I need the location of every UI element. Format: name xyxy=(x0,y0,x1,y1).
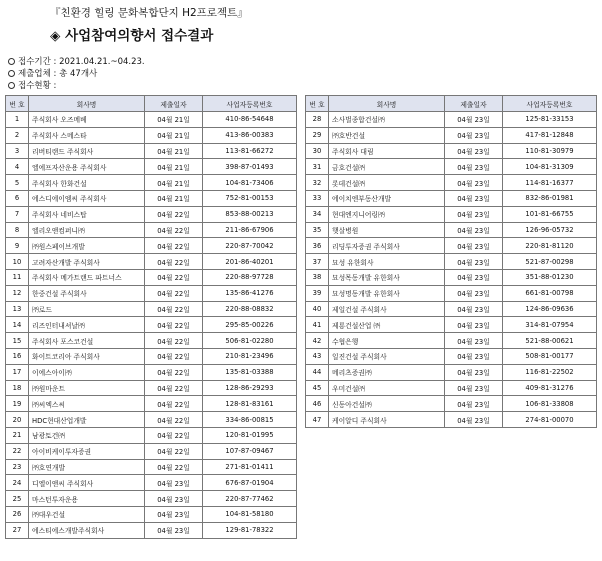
col-header-no: 번 호 xyxy=(6,96,29,112)
business-reg-number: 661-81-00798 xyxy=(503,285,597,301)
submit-date: 04월 23일 xyxy=(445,364,503,380)
page-title-text: 사업참여의향서 접수결과 xyxy=(65,28,214,44)
table-row xyxy=(6,222,297,238)
business-reg-number: 413-86-00383 xyxy=(203,127,297,143)
business-reg-number: 120-81-01995 xyxy=(203,427,297,443)
row-number: 27 xyxy=(6,522,29,538)
company-name: 묘성 유한회사 xyxy=(329,254,445,270)
row-number: 11 xyxy=(6,269,29,285)
company-name: 금호건설㈜ xyxy=(329,159,445,175)
company-name: ㈜씨엑스씨 xyxy=(29,396,145,412)
table-row xyxy=(306,238,597,254)
company-name: ㈜원마운트 xyxy=(29,380,145,396)
company-name: HDC현대산업개발 xyxy=(29,412,145,428)
table-row xyxy=(306,348,597,364)
business-reg-number: 752-81-00153 xyxy=(203,190,297,206)
submit-date: 04월 22일 xyxy=(145,443,203,459)
submit-date: 04월 23일 xyxy=(445,396,503,412)
row-number: 36 xyxy=(306,238,329,254)
company-name: 에스티에스개발주식회사 xyxy=(29,522,145,538)
table-header-row xyxy=(6,96,297,112)
row-number: 23 xyxy=(6,459,29,475)
business-reg-number: 220-88-08832 xyxy=(203,301,297,317)
company-name: 현대엔지니어링㈜ xyxy=(329,206,445,222)
submit-date: 04월 23일 xyxy=(445,301,503,317)
row-number: 13 xyxy=(6,301,29,317)
submit-date: 04월 23일 xyxy=(145,475,203,491)
company-name: 케이알디 주식회사 xyxy=(329,412,445,428)
business-reg-number: 271-81-01411 xyxy=(203,459,297,475)
submit-date: 04월 21일 xyxy=(145,190,203,206)
table-row xyxy=(306,143,597,159)
business-reg-number: 853-88-00213 xyxy=(203,206,297,222)
submit-date: 04월 22일 xyxy=(145,427,203,443)
row-number: 22 xyxy=(6,443,29,459)
page-title xyxy=(50,24,213,44)
business-reg-number: 351-88-01230 xyxy=(503,269,597,285)
submit-date: 04월 22일 xyxy=(145,301,203,317)
submit-date: 04월 23일 xyxy=(445,269,503,285)
table-row xyxy=(6,112,297,128)
table-row xyxy=(6,269,297,285)
company-name: 남광토건㈜ xyxy=(29,427,145,443)
business-reg-number: 314-81-07954 xyxy=(503,317,597,333)
company-name: 메리츠증권㈜ xyxy=(329,364,445,380)
business-reg-number: 521-88-00621 xyxy=(503,333,597,349)
circle-bullet-icon xyxy=(8,70,15,77)
col-header-date: 제출일자 xyxy=(145,96,203,112)
table-row xyxy=(306,333,597,349)
table-row xyxy=(6,491,297,507)
submit-date: 04월 23일 xyxy=(145,506,203,522)
col-header-date: 제출일자 xyxy=(445,96,503,112)
business-reg-number: 417-81-12848 xyxy=(503,127,597,143)
table-row xyxy=(306,175,597,191)
submit-date: 04월 23일 xyxy=(445,112,503,128)
row-number: 8 xyxy=(6,222,29,238)
table-row xyxy=(6,127,297,143)
business-reg-number: 107-87-09467 xyxy=(203,443,297,459)
company-name: 일진건설 주식회사 xyxy=(329,348,445,364)
company-name: 주식회사 네비스탑 xyxy=(29,206,145,222)
col-header-regno: 사업자등록번호 xyxy=(503,96,597,112)
row-number: 24 xyxy=(6,475,29,491)
company-name: 이에스아이㈜ xyxy=(29,364,145,380)
row-number: 26 xyxy=(6,506,29,522)
business-reg-number: 410-86-54648 xyxy=(203,112,297,128)
row-number: 20 xyxy=(6,412,29,428)
row-number: 21 xyxy=(6,427,29,443)
company-name: 한중건설 주식회사 xyxy=(29,285,145,301)
submit-date: 04월 23일 xyxy=(445,348,503,364)
submit-date: 04월 22일 xyxy=(145,254,203,270)
company-name: 제일건설 주식회사 xyxy=(329,301,445,317)
business-reg-number: 398-87-01493 xyxy=(203,159,297,175)
submit-date: 04월 23일 xyxy=(445,190,503,206)
business-reg-number: 220-88-97728 xyxy=(203,269,297,285)
table-row xyxy=(306,412,597,428)
submit-date: 04월 23일 xyxy=(445,238,503,254)
row-number: 1 xyxy=(6,112,29,128)
submit-date: 04월 23일 xyxy=(445,206,503,222)
table-header-row xyxy=(306,96,597,112)
company-name: 리즈인터내셔날㈜ xyxy=(29,317,145,333)
table-row xyxy=(306,301,597,317)
submit-date: 04월 22일 xyxy=(145,412,203,428)
table-row xyxy=(6,380,297,396)
company-name: 소사벌종합건설㈜ xyxy=(329,112,445,128)
submit-date: 04월 22일 xyxy=(145,206,203,222)
company-name: 고려자산개발 주식회사 xyxy=(29,254,145,270)
company-name: 주식회사 메가트랜드 파트너스 xyxy=(29,269,145,285)
submit-date: 04월 23일 xyxy=(145,522,203,538)
business-reg-number: 104-81-31309 xyxy=(503,159,597,175)
row-number: 45 xyxy=(306,380,329,396)
business-reg-number: 124-86-09636 xyxy=(503,301,597,317)
company-name: 디엘이앤씨 주식회사 xyxy=(29,475,145,491)
company-name: 주식회사 스메스타 xyxy=(29,127,145,143)
submit-date: 04월 21일 xyxy=(145,112,203,128)
row-number: 38 xyxy=(306,269,329,285)
business-reg-number: 220-87-77462 xyxy=(203,491,297,507)
company-name: 주식회사 대림 xyxy=(329,143,445,159)
row-number: 6 xyxy=(6,190,29,206)
table-row xyxy=(6,190,297,206)
table-row xyxy=(6,475,297,491)
business-reg-number: 676-87-01904 xyxy=(203,475,297,491)
row-number: 2 xyxy=(6,127,29,143)
business-reg-number: 128-86-29293 xyxy=(203,380,297,396)
submit-date: 04월 22일 xyxy=(145,364,203,380)
table-row xyxy=(6,333,297,349)
row-number: 33 xyxy=(306,190,329,206)
business-reg-number: 135-81-03388 xyxy=(203,364,297,380)
row-number: 3 xyxy=(6,143,29,159)
table-row xyxy=(6,317,297,333)
count-text: 제출업체 : 총 47개사 xyxy=(18,69,98,79)
submit-date: 04월 23일 xyxy=(445,380,503,396)
row-number: 40 xyxy=(306,301,329,317)
submit-date: 04월 22일 xyxy=(145,396,203,412)
submit-date: 04월 22일 xyxy=(145,348,203,364)
table-row xyxy=(306,269,597,285)
row-number: 35 xyxy=(306,222,329,238)
table-row xyxy=(6,143,297,159)
company-name: ㈜로드 xyxy=(29,301,145,317)
table-row xyxy=(6,412,297,428)
submit-date: 04월 23일 xyxy=(445,222,503,238)
table-row xyxy=(6,443,297,459)
table-row xyxy=(306,396,597,412)
company-name: 우미건설㈜ xyxy=(329,380,445,396)
business-reg-number: 129-81-78322 xyxy=(203,522,297,538)
submit-date: 04월 22일 xyxy=(145,285,203,301)
business-reg-number: 521-87-00298 xyxy=(503,254,597,270)
submit-date: 04월 21일 xyxy=(145,159,203,175)
table-row xyxy=(306,285,597,301)
table-row xyxy=(6,285,297,301)
row-number: 32 xyxy=(306,175,329,191)
submit-date: 04월 23일 xyxy=(445,143,503,159)
row-number: 28 xyxy=(306,112,329,128)
row-number: 4 xyxy=(6,159,29,175)
company-name: 엘에프자산운용 주식회사 xyxy=(29,159,145,175)
company-name: 에스디에이엠씨 주식회사 xyxy=(29,190,145,206)
period-text: 접수기간 : 2021.04.21.~04.23. xyxy=(18,57,145,67)
company-name: 에이치엔부동산개발 xyxy=(329,190,445,206)
project-name: 『친환경 힐링 문화복합단지 H2프로젝트』 xyxy=(50,7,248,19)
business-reg-number: 295-85-00226 xyxy=(203,317,297,333)
submit-date: 04월 22일 xyxy=(145,222,203,238)
table-row xyxy=(6,348,297,364)
business-reg-number: 409-81-31276 xyxy=(503,380,597,396)
submit-date: 04월 23일 xyxy=(445,175,503,191)
table-row xyxy=(6,206,297,222)
business-reg-number: 274-81-00070 xyxy=(503,412,597,428)
business-reg-number: 116-81-22502 xyxy=(503,364,597,380)
row-number: 5 xyxy=(6,175,29,191)
submit-date: 04월 22일 xyxy=(145,269,203,285)
submit-date: 04월 23일 xyxy=(445,254,503,270)
diamond-bullet-icon: ◈ xyxy=(50,28,61,44)
company-name: 아이비케이투자증권 xyxy=(29,443,145,459)
submissions-table-left xyxy=(5,95,297,539)
company-name: 햇살병원 xyxy=(329,222,445,238)
business-reg-number: 211-86-67906 xyxy=(203,222,297,238)
business-reg-number: 334-86-00815 xyxy=(203,412,297,428)
company-name: 롯데건설㈜ xyxy=(329,175,445,191)
business-reg-number: 220-87-70042 xyxy=(203,238,297,254)
table-row xyxy=(306,317,597,333)
business-reg-number: 506-81-02280 xyxy=(203,333,297,349)
col-header-regno: 사업자등록번호 xyxy=(203,96,297,112)
table-row xyxy=(6,238,297,254)
business-reg-number: 110-81-30979 xyxy=(503,143,597,159)
row-number: 16 xyxy=(6,348,29,364)
row-number: 47 xyxy=(306,412,329,428)
submit-date: 04월 23일 xyxy=(445,159,503,175)
submit-date: 04월 21일 xyxy=(145,127,203,143)
business-reg-number: 106-81-33808 xyxy=(503,396,597,412)
table-row xyxy=(6,159,297,175)
submit-date: 04월 22일 xyxy=(145,459,203,475)
company-name: 묘성명동개발 유한회사 xyxy=(329,285,445,301)
business-reg-number: 113-81-66272 xyxy=(203,143,297,159)
submit-date: 04월 22일 xyxy=(145,317,203,333)
company-name: ㈜호연개발 xyxy=(29,459,145,475)
row-number: 18 xyxy=(6,380,29,396)
business-reg-number: 210-81-23496 xyxy=(203,348,297,364)
submit-date: 04월 23일 xyxy=(445,285,503,301)
business-reg-number: 104-81-58180 xyxy=(203,506,297,522)
row-number: 34 xyxy=(306,206,329,222)
table-row xyxy=(306,206,597,222)
company-name: 주식회사 오즈메베 xyxy=(29,112,145,128)
company-name: 묘성목동개발 유한회사 xyxy=(329,269,445,285)
submit-date: 04월 23일 xyxy=(445,412,503,428)
table-row xyxy=(6,301,297,317)
submit-date: 04월 22일 xyxy=(145,238,203,254)
business-reg-number: 135-86-41276 xyxy=(203,285,297,301)
submit-date: 04월 23일 xyxy=(145,491,203,507)
company-name: 신동아건설㈜ xyxy=(329,396,445,412)
info-period xyxy=(8,55,145,67)
table-row xyxy=(306,380,597,396)
row-number: 25 xyxy=(6,491,29,507)
row-number: 37 xyxy=(306,254,329,270)
row-number: 46 xyxy=(306,396,329,412)
row-number: 30 xyxy=(306,143,329,159)
table-row xyxy=(306,222,597,238)
row-number: 15 xyxy=(6,333,29,349)
table-row xyxy=(6,459,297,475)
company-name: 제룡건설산업 ㈜ xyxy=(329,317,445,333)
row-number: 19 xyxy=(6,396,29,412)
row-number: 12 xyxy=(6,285,29,301)
company-name: 리버티랜드 주식회사 xyxy=(29,143,145,159)
company-name: 수협은행 xyxy=(329,333,445,349)
col-header-company: 회사명 xyxy=(29,96,145,112)
row-number: 17 xyxy=(6,364,29,380)
info-count xyxy=(8,67,97,79)
circle-bullet-icon xyxy=(8,82,15,89)
business-reg-number: 832-86-01981 xyxy=(503,190,597,206)
business-reg-number: 508-81-00177 xyxy=(503,348,597,364)
table-row xyxy=(6,522,297,538)
table-row xyxy=(306,364,597,380)
company-name: ㈜호반건설 xyxy=(329,127,445,143)
row-number: 29 xyxy=(306,127,329,143)
info-status xyxy=(8,79,56,91)
row-number: 43 xyxy=(306,348,329,364)
circle-bullet-icon xyxy=(8,58,15,65)
row-number: 41 xyxy=(306,317,329,333)
company-name: 엘리오앤컴퍼니㈜ xyxy=(29,222,145,238)
table-row xyxy=(306,112,597,128)
company-name: 주식회사 포스코건설 xyxy=(29,333,145,349)
submit-date: 04월 22일 xyxy=(145,380,203,396)
submit-date: 04월 23일 xyxy=(445,317,503,333)
business-reg-number: 125-81-33153 xyxy=(503,112,597,128)
submit-date: 04월 23일 xyxy=(445,127,503,143)
col-header-company: 회사명 xyxy=(329,96,445,112)
company-name: 주식회사 한화건설 xyxy=(29,175,145,191)
company-name: ㈜원스페이브개발 xyxy=(29,238,145,254)
row-number: 44 xyxy=(306,364,329,380)
business-reg-number: 201-86-40201 xyxy=(203,254,297,270)
company-name: 마스턴투자운용 xyxy=(29,491,145,507)
row-number: 7 xyxy=(6,206,29,222)
row-number: 31 xyxy=(306,159,329,175)
table-row xyxy=(306,159,597,175)
table-row xyxy=(306,254,597,270)
submit-date: 04월 21일 xyxy=(145,143,203,159)
table-row xyxy=(6,364,297,380)
table-row xyxy=(306,190,597,206)
business-reg-number: 114-81-16377 xyxy=(503,175,597,191)
business-reg-number: 101-81-66755 xyxy=(503,206,597,222)
table-row xyxy=(6,175,297,191)
table-row xyxy=(6,254,297,270)
row-number: 10 xyxy=(6,254,29,270)
business-reg-number: 104-81-73406 xyxy=(203,175,297,191)
row-number: 14 xyxy=(6,317,29,333)
status-text: 접수현황 : xyxy=(18,81,57,91)
business-reg-number: 128-81-83161 xyxy=(203,396,297,412)
company-name: 화이트코리아 주식회사 xyxy=(29,348,145,364)
business-reg-number: 126-96-05732 xyxy=(503,222,597,238)
submit-date: 04월 22일 xyxy=(145,333,203,349)
row-number: 39 xyxy=(306,285,329,301)
table-row xyxy=(6,427,297,443)
business-reg-number: 220-81-81120 xyxy=(503,238,597,254)
table-row xyxy=(6,396,297,412)
submissions-table-right xyxy=(305,95,597,428)
row-number: 9 xyxy=(6,238,29,254)
table-row xyxy=(306,127,597,143)
company-name: 리딩투자증권 주식회사 xyxy=(329,238,445,254)
company-name: ㈜대우건설 xyxy=(29,506,145,522)
col-header-no: 번 호 xyxy=(306,96,329,112)
row-number: 42 xyxy=(306,333,329,349)
table-row xyxy=(6,506,297,522)
submit-date: 04월 23일 xyxy=(445,333,503,349)
submit-date: 04월 21일 xyxy=(145,175,203,191)
